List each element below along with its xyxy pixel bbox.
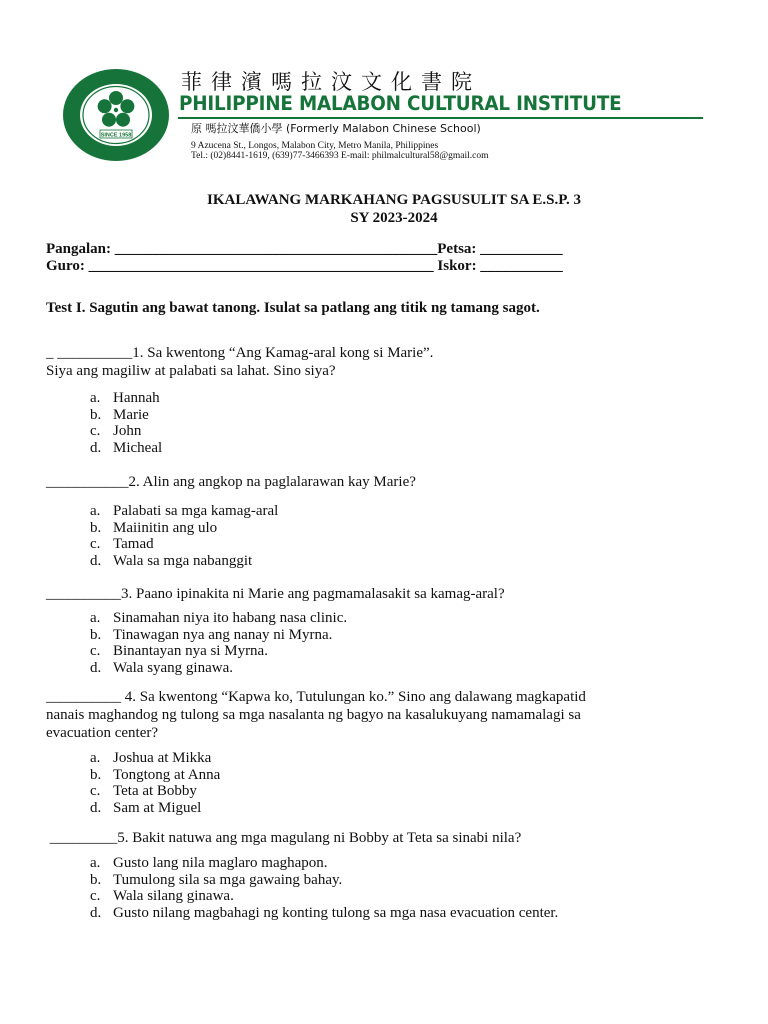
option-text: Tumulong sila sa mga gawaing bahay.	[113, 871, 343, 888]
question-line: __________ 4. Sa kwentong “Kapwa ko, Tutulungan ko.” Sino ang dalawang magkapatid	[46, 689, 586, 705]
question-line: Siya ang magiliw at palabati sa lahat. Sino siya?	[46, 363, 336, 379]
question-line: ___________2. Alin ang angkop na paglalarawan kay Marie?	[46, 474, 416, 490]
option-text: Wala syang ginawa.	[113, 659, 233, 676]
option-text: Sinamahan niya ito habang nasa clinic.	[113, 610, 348, 626]
school-year: SY 2023-2024	[350, 210, 438, 226]
question-line: nanais maghandog ng tulong sa mga nasalanta ng bagyo na kasalukuyang namamalagi sa	[46, 707, 581, 723]
option-letter: b.	[90, 871, 102, 888]
test-instruction: Test I. Sagutin ang bawat tanong. Isulat sa patlang ang titik ng tamang sagot.	[46, 300, 540, 316]
option-letter: d.	[90, 552, 102, 569]
name-date-line: Pangalan: ___________________________________________Petsa: ___________	[46, 241, 563, 257]
question-3	[46, 585, 505, 603]
question-4	[46, 688, 586, 742]
option-text: Sam at Miguel	[113, 799, 202, 816]
header-divider	[178, 117, 703, 119]
option-letter: a.	[90, 855, 101, 871]
option-text: Wala sa mga nabanggit	[113, 552, 253, 569]
option-letter: c.	[90, 423, 101, 439]
option-text: Teta at Bobby	[113, 783, 197, 799]
option-text: Palabati sa mga kamag-aral	[113, 503, 279, 519]
option-text: Tinawagan nya ang nanay ni Myrna.	[113, 626, 333, 643]
option-text: Tamad	[113, 536, 154, 552]
option-text: John	[113, 423, 142, 439]
option-letter: b.	[90, 626, 102, 643]
option-letter: d.	[90, 439, 102, 456]
option-text: Gusto lang nila maglaro maghapon.	[113, 855, 328, 871]
option-letter: b.	[90, 406, 102, 423]
option-text: Gusto nilang magbahagi ng konting tulong sa mga nasa evacuation center.	[113, 904, 559, 921]
option-letter: a.	[90, 610, 101, 626]
address-line: 9 Azucena St., Longos, Malabon City, Metro Manila, Philippines	[191, 141, 439, 151]
option-text: Maiinitin ang ulo	[113, 519, 218, 536]
option-letter: b.	[90, 519, 102, 536]
question-1	[46, 344, 433, 380]
option-letter: d.	[90, 659, 102, 676]
option-letter: c.	[90, 783, 101, 799]
address-block	[191, 141, 489, 161]
question-2	[46, 473, 416, 491]
option-letter: a.	[90, 503, 101, 519]
teacher-score-line: Guro: ______________________________________________ Iskor: ___________	[46, 258, 563, 274]
option-letter: c.	[90, 888, 101, 904]
formerly-name: 原 嗎拉汶華僑小學 (Formerly Malabon Chinese School)	[191, 122, 481, 135]
exam-title: IKALAWANG MARKAHANG PAGSUSULIT SA E.S.P. 3	[207, 192, 581, 208]
option-text: Binantayan nya si Myrna.	[113, 643, 268, 659]
option-text: Joshua at Mikka	[113, 750, 212, 766]
option-letter: d.	[90, 904, 102, 921]
question-line: evacuation center?	[46, 725, 159, 741]
question-line: __________3. Paano ipinakita ni Marie ang pagmamalasakit sa kamag-aral?	[46, 586, 505, 602]
option-text: Marie	[113, 406, 149, 423]
option-letter: a.	[90, 390, 101, 406]
question-line: _________5. Bakit natuwa ang mga magulang ni Bobby at Teta sa sinabi nila?	[46, 830, 522, 846]
question-5	[46, 829, 521, 847]
option-letter: c.	[90, 536, 101, 552]
option-letter: a.	[90, 750, 101, 766]
contact-line: Tel.: (02)8441-1619, (639)77-3466393 E-mail: philmalcultural58@gmail.com	[191, 151, 489, 161]
option-text: Hannah	[113, 390, 160, 406]
school-seal-logo	[62, 68, 170, 162]
option-text: Wala silang ginawa.	[113, 888, 234, 904]
logo-since-text: SINCE 1958	[100, 132, 132, 139]
question-line: _ __________1. Sa kwentong “Ang Kamag-aral kong si Marie”.	[46, 345, 434, 361]
chinese-school-name: 菲律濱嗎拉汶文化書院	[181, 70, 481, 94]
institute-name: PHILIPPINE MALABON CULTURAL INSTITUTE	[179, 92, 622, 115]
option-letter: c.	[90, 643, 101, 659]
option-text: Tongtong at Anna	[113, 766, 221, 783]
option-letter: b.	[90, 766, 102, 783]
option-text: Micheal	[113, 439, 163, 456]
option-letter: d.	[90, 799, 102, 816]
